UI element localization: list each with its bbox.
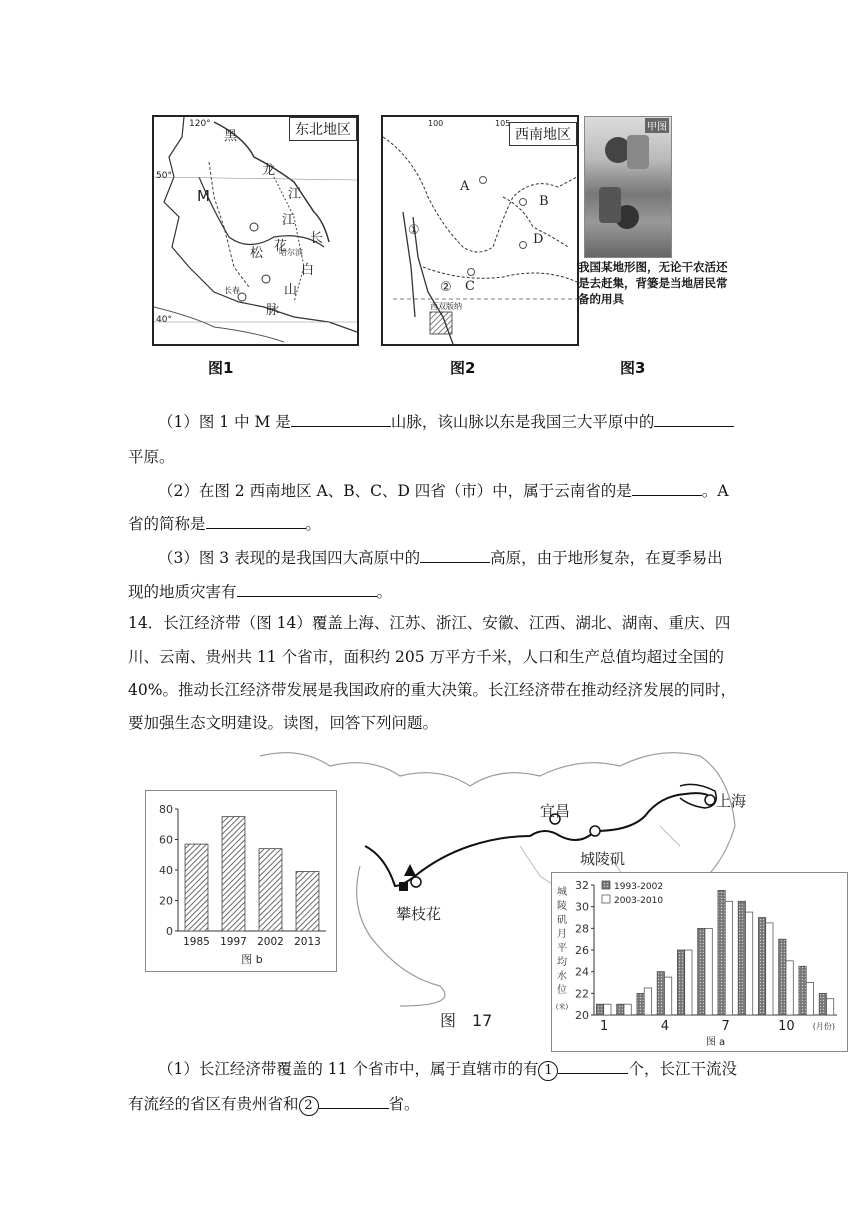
x-tick-label: 10 [778, 1019, 795, 1034]
legend-swatch [602, 881, 610, 889]
figure1-jiang1: 江 [288, 187, 302, 202]
bar-2003-2010 [664, 977, 671, 1015]
bar-1993-2002 [819, 993, 826, 1015]
q14-item1-blank1[interactable] [558, 1055, 628, 1074]
bar-2003-2010 [725, 901, 732, 1015]
figure2-map [381, 115, 579, 346]
bar-2003-2010 [826, 999, 833, 1015]
map-label-panzhihua: 攀枝花 [396, 905, 442, 923]
y-axis-label-char: 平 [557, 943, 567, 954]
bar-1993-2002 [698, 928, 705, 1015]
q14-intro-line3: 40%。推动长江经济带发展是我国政府的重大决策。长江经济带在推动经济发展的同时， [128, 681, 736, 699]
q13-item2-blank2[interactable] [206, 510, 306, 529]
figure1-lon-120: 120° [189, 119, 211, 129]
figure2-mark-2: ② [440, 280, 452, 295]
bar-2003-2010 [604, 1004, 611, 1015]
q14-intro-line1: 14．长江经济带（图 14）覆盖上海、江苏、浙江、安徽、江西、湖北、湖南、重庆、四 [128, 614, 731, 632]
bar [222, 817, 245, 931]
bar-1993-2002 [799, 966, 806, 1015]
figure2-province-d: D [533, 232, 544, 247]
y-tick-label: 80 [159, 803, 173, 816]
y-tick-label: 60 [159, 833, 173, 847]
q14-item1-line1 [158, 1052, 737, 1086]
figure1-shan: 山 [284, 283, 298, 298]
q13-item3-text-b: 高原，由于地形复杂，在夏季易出 [490, 549, 723, 567]
figure1-jiang2: 江 [282, 213, 296, 228]
q14-item1-text-b: 个，长江干流没 [628, 1060, 737, 1078]
bar-1993-2002 [779, 939, 786, 1015]
q13-item2-text-d: 。 [305, 515, 322, 533]
y-tick-label: 26 [575, 944, 589, 957]
figure1-lat-50: 50° [156, 171, 172, 181]
figure3-description: 我国某地形图，无论干农活还是去赶集，背篓是当地居民常备的用具 [578, 260, 728, 306]
figure1-hei: 黑 [224, 129, 238, 144]
basket-lower [599, 187, 621, 223]
figure1-lat-40: 40° [156, 315, 172, 325]
legend-label: 1993-2002 [614, 882, 664, 892]
figure1-chang: 长 [310, 231, 324, 246]
y-tick-label: 20 [575, 1009, 589, 1022]
figure2-mark-1: ① [408, 223, 420, 238]
bar-2003-2010 [644, 988, 651, 1015]
y-axis-label-char: 均 [557, 957, 567, 968]
figure2-lon-105: 105 [495, 119, 511, 128]
q13-item1-line2 [128, 440, 175, 474]
figure2-xishuangbanna: 西双版纳 [430, 302, 462, 311]
x-tick-label: 1997 [220, 936, 247, 948]
q13-item3-text-c: 现的地质灾害有 [128, 583, 237, 601]
bar-1993-2002 [596, 1004, 603, 1015]
map-label-shanghai: 上海 [716, 792, 747, 810]
bar [185, 844, 208, 931]
figure1-long: 龙 [262, 163, 276, 178]
figure2-lon-100: 100 [428, 119, 444, 128]
y-tick-label: 30 [575, 900, 589, 914]
bar [259, 849, 282, 931]
figure2-region-label: 西南地区 [509, 122, 577, 146]
bar-1993-2002 [758, 918, 765, 1016]
y-tick-label: 0 [166, 925, 173, 938]
map-label-chenglingji: 城陵矶 [580, 850, 626, 868]
y-axis-label-char: 陵 [557, 901, 567, 912]
figure3-photo-tag: 甲图 [645, 118, 669, 133]
q13-item3-line1 [158, 541, 723, 575]
figure2-province-c: C [465, 279, 475, 294]
figure1-map-drawing [154, 117, 357, 344]
figure1-song: 松 [250, 246, 264, 261]
x-tick-label: 7 [721, 1019, 730, 1034]
q14-item1-blank2[interactable] [319, 1090, 389, 1109]
q13-item2-text-b: 。A [701, 482, 729, 500]
q13-item1-blank2[interactable] [654, 408, 734, 427]
figure2-province-b: B [539, 194, 549, 209]
y-axis-unit: (米) [555, 1003, 569, 1011]
legend-label: 2003-2010 [614, 896, 664, 906]
q13-item2-text-c: 省的简称是 [128, 515, 206, 533]
q13-item3-blank2[interactable] [237, 578, 377, 597]
y-axis-label-char: 位 [557, 985, 567, 996]
x-tick-label: 2002 [257, 936, 284, 948]
q13-item1-text-c: 平原。 [128, 448, 175, 466]
figure1-caption: 图1 [208, 359, 234, 377]
bar-2003-2010 [766, 923, 773, 1015]
q13-item3-text-a: （3）图 3 表现的是我国四大高原中的 [158, 549, 421, 567]
bar-1993-2002 [718, 890, 725, 1015]
q13-item2-blank1[interactable] [632, 477, 702, 496]
figure2-province-a: A [460, 179, 470, 194]
figure2-caption: 图2 [450, 359, 476, 377]
q13-item1-text-b: 山脉，该山脉以东是我国三大平原中的 [390, 413, 655, 431]
q13-item1-line1 [158, 405, 734, 439]
figure1-bai: 白 [301, 263, 315, 278]
bar-2003-2010 [685, 950, 692, 1015]
basket-upper [627, 135, 649, 169]
y-tick-label: 32 [575, 879, 589, 892]
figure1-city-harbin: 哈尔滨 [279, 248, 303, 257]
x-tick-label: 1985 [183, 936, 210, 948]
x-tick-label: 4 [660, 1019, 670, 1034]
q14-intro-line2: 川、云南、贵州共 11 个省市，面积约 205 万平方千米，人口和生产总值均超过全国的 [128, 648, 725, 666]
answer-marker-1: 1 [538, 1061, 558, 1081]
x-tick-label: 2013 [294, 936, 321, 948]
x-tick-label: 1 [599, 1019, 609, 1034]
q13-item2-text-a: （2）在图 2 西南地区 A、B、C、D 四省（市）中，属于云南省的是 [158, 482, 632, 500]
bar-1993-2002 [617, 1004, 624, 1015]
x-axis-label: 图 b [241, 953, 263, 966]
q14-item1-line2 [128, 1087, 420, 1121]
y-axis-label-char: 城 [557, 887, 567, 898]
x-axis-unit: (月份) [812, 1022, 835, 1031]
q13-item1-blank1[interactable] [291, 408, 391, 427]
figure3-caption: 图3 [620, 359, 646, 377]
q14-item1-text-c: 有流经的省区有贵州省和 [128, 1095, 299, 1113]
q13-item3-text-d: 。 [376, 583, 393, 601]
y-tick-label: 28 [575, 922, 589, 936]
y-tick-label: 20 [159, 894, 173, 908]
q13-item2-line1 [158, 474, 729, 508]
bar [296, 872, 319, 931]
figure3-photo [584, 116, 672, 258]
y-axis-label-char: 月 [557, 929, 567, 940]
figure1-hua: 花 [274, 239, 288, 254]
q13-item1-text-a: （1）图 1 中 M 是 [158, 413, 291, 431]
q13-item2-line2 [128, 507, 321, 541]
q13-item3-line2 [128, 575, 392, 609]
y-tick-label: 24 [575, 965, 589, 979]
bar-2003-2010 [624, 1004, 631, 1015]
q14-item1-text-a: （1）长江经济带覆盖的 11 个省市中，属于直辖市的有 [158, 1060, 539, 1078]
q14-intro-line4: 要加强生态文明建设。读图，回答下列问题。 [128, 714, 439, 732]
q14-item1-text-d: 省。 [388, 1095, 420, 1113]
answer-marker-2: 2 [299, 1096, 319, 1116]
bar-2003-2010 [786, 961, 793, 1015]
y-axis-label-char: 矶 [557, 915, 567, 926]
y-tick-label: 22 [575, 987, 589, 1001]
bar-2003-2010 [806, 983, 813, 1016]
legend-swatch [602, 895, 610, 903]
bar-1993-2002 [738, 901, 745, 1015]
figure1-m-label: M [197, 187, 210, 205]
chart-b [145, 790, 337, 972]
bar-2003-2010 [745, 912, 752, 1015]
figure1-map [152, 115, 359, 346]
bar-2003-2010 [705, 928, 712, 1015]
chart-a [551, 872, 848, 1052]
y-tick-label: 40 [159, 864, 173, 877]
y-axis-label-char: 水 [557, 971, 567, 982]
map-label-yichang: 宜昌 [540, 802, 571, 820]
figure1-region-label: 东北地区 [289, 117, 357, 141]
figure1-mai: 脉 [266, 303, 280, 318]
x-axis-label: 图 a [705, 1037, 726, 1048]
q13-item3-blank1[interactable] [420, 544, 490, 563]
map-caption: 图 17 [440, 1011, 493, 1030]
bar-1993-2002 [677, 950, 684, 1015]
bar-1993-2002 [637, 993, 644, 1015]
bar-1993-2002 [657, 972, 664, 1015]
figure1-city-changchun: 长春 [224, 286, 240, 295]
